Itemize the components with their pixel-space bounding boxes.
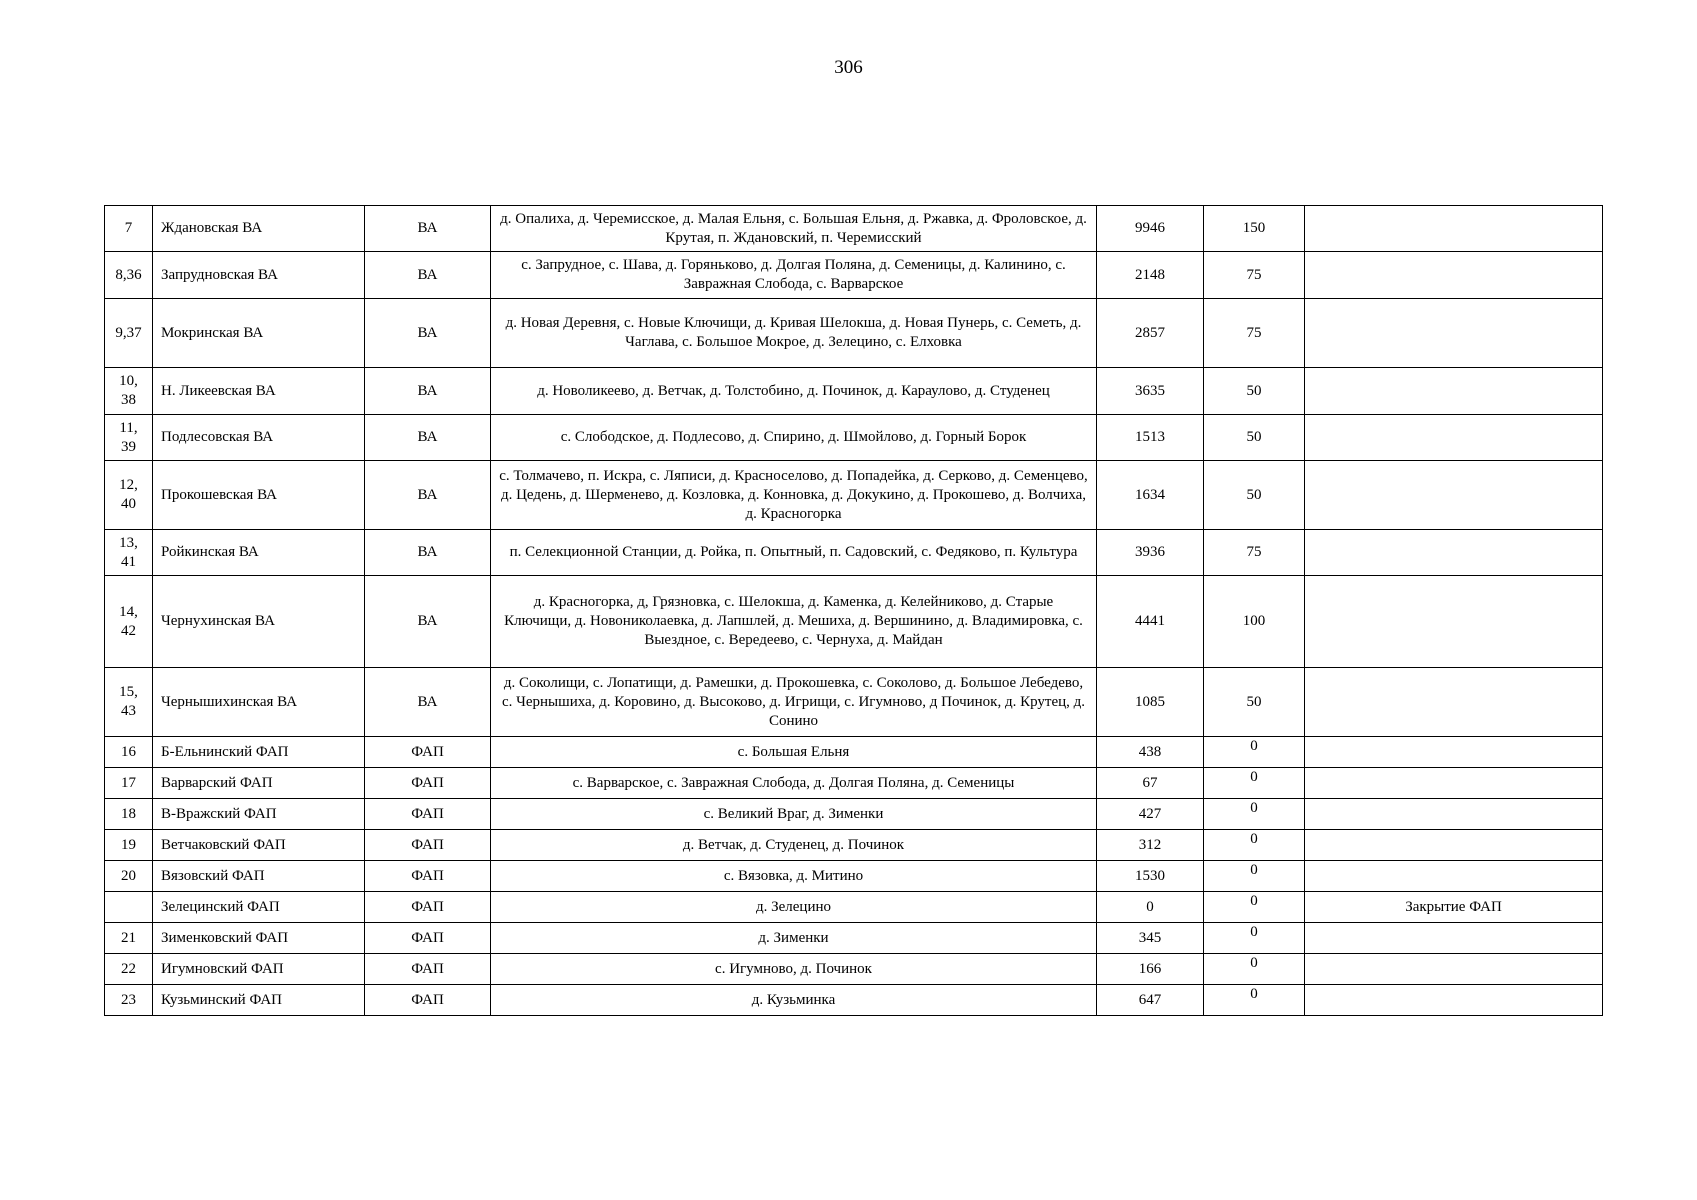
row-number: 20 [105, 861, 153, 892]
row-number: 14, 42 [105, 576, 153, 668]
facility-type: ВА [365, 668, 491, 737]
note-cell [1305, 461, 1603, 530]
population-value: 1513 [1097, 415, 1204, 461]
facility-type: ВА [365, 206, 491, 252]
row-number: 8,36 [105, 252, 153, 299]
capacity-value: 75 [1204, 252, 1305, 299]
served-settlements: д. Зименки [491, 923, 1097, 954]
table-row [105, 861, 1603, 892]
table-row [105, 368, 1603, 415]
capacity-value: 0 [1204, 985, 1305, 1016]
facility-name: Вязовский ФАП [153, 861, 365, 892]
served-settlements: д. Опалиха, д. Черемисское, д. Малая Ельня, с. Большая Ельня, д. Ржавка, д. Фроловское, д. Крутая, п. Ждановский, п. Черемисский [491, 206, 1097, 252]
facilities-table [104, 205, 1603, 1016]
served-settlements: д. Ветчак, д. Студенец, д. Починок [491, 830, 1097, 861]
table-row [105, 923, 1603, 954]
facility-name: Прокошевская ВА [153, 461, 365, 530]
capacity-value: 100 [1204, 576, 1305, 668]
note-cell [1305, 368, 1603, 415]
capacity-value: 50 [1204, 415, 1305, 461]
population-value: 0 [1097, 892, 1204, 923]
population-value: 1085 [1097, 668, 1204, 737]
note-cell [1305, 576, 1603, 668]
population-value: 9946 [1097, 206, 1204, 252]
population-value: 1530 [1097, 861, 1204, 892]
table-row [105, 799, 1603, 830]
population-value: 312 [1097, 830, 1204, 861]
note-cell [1305, 861, 1603, 892]
note-cell [1305, 830, 1603, 861]
note-cell [1305, 252, 1603, 299]
table-row [105, 206, 1603, 252]
served-settlements: д. Новоликеево, д. Ветчак, д. Толстобино, д. Починок, д. Караулово, д. Студенец [491, 368, 1097, 415]
capacity-value: 75 [1204, 530, 1305, 576]
served-settlements: д. Кузьминка [491, 985, 1097, 1016]
table-row [105, 576, 1603, 668]
row-number: 23 [105, 985, 153, 1016]
facility-type: ФАП [365, 799, 491, 830]
note-cell [1305, 206, 1603, 252]
facility-name: Мокринская ВА [153, 299, 365, 368]
table-row [105, 954, 1603, 985]
note-cell [1305, 923, 1603, 954]
table-row [105, 830, 1603, 861]
facility-type: ВА [365, 576, 491, 668]
facility-name: Ждановская ВА [153, 206, 365, 252]
capacity-value: 75 [1204, 299, 1305, 368]
facility-type: ФАП [365, 830, 491, 861]
population-value: 166 [1097, 954, 1204, 985]
row-number: 9,37 [105, 299, 153, 368]
facility-name: Зименковский ФАП [153, 923, 365, 954]
population-value: 3936 [1097, 530, 1204, 576]
facility-type: ВА [365, 252, 491, 299]
served-settlements: д. Красногорка, д, Грязновка, с. Шелокша, д. Каменка, д. Келейниково, д. Старые Ключищи, д. Новониколаевка, д. Лапшлей, д. Мешиха, д. Вершинино, д. Владимировка, с. Выездное, с. Вередеево, с. Чернуха, д. Майдан [491, 576, 1097, 668]
facility-type: ВА [365, 530, 491, 576]
served-settlements: с. Большая Ельня [491, 737, 1097, 768]
page-number: 306 [834, 57, 863, 78]
facility-name: В-Вражский ФАП [153, 799, 365, 830]
served-settlements: с. Вязовка, д. Митино [491, 861, 1097, 892]
facility-name: Ветчаковский ФАП [153, 830, 365, 861]
note-cell [1305, 530, 1603, 576]
capacity-value: 0 [1204, 830, 1305, 861]
facility-type: ФАП [365, 892, 491, 923]
table-row [105, 299, 1603, 368]
population-value: 438 [1097, 737, 1204, 768]
facility-type: ВА [365, 368, 491, 415]
row-number: 21 [105, 923, 153, 954]
row-number: 22 [105, 954, 153, 985]
population-value: 1634 [1097, 461, 1204, 530]
table-row [105, 668, 1603, 737]
note-cell: Закрытие ФАП [1305, 892, 1603, 923]
facility-type: ФАП [365, 737, 491, 768]
served-settlements: с. Запрудное, с. Шава, д. Горяньково, д. Долгая Поляна, д. Семеницы, д. Калинино, с. Завражная Слобода, с. Варварское [491, 252, 1097, 299]
facility-type: ФАП [365, 923, 491, 954]
table-row [105, 985, 1603, 1016]
facility-name: Подлесовская ВА [153, 415, 365, 461]
row-number: 7 [105, 206, 153, 252]
facility-name: Н. Ликеевская ВА [153, 368, 365, 415]
facility-name: Ройкинская ВА [153, 530, 365, 576]
note-cell [1305, 737, 1603, 768]
row-number [105, 892, 153, 923]
facility-type: ФАП [365, 985, 491, 1016]
capacity-value: 150 [1204, 206, 1305, 252]
capacity-value: 0 [1204, 737, 1305, 768]
facility-type: ФАП [365, 861, 491, 892]
note-cell [1305, 415, 1603, 461]
capacity-value: 0 [1204, 954, 1305, 985]
served-settlements: с. Варварское, с. Завражная Слобода, д. Долгая Поляна, д. Семеницы [491, 768, 1097, 799]
capacity-value: 0 [1204, 799, 1305, 830]
table-row [105, 461, 1603, 530]
population-value: 67 [1097, 768, 1204, 799]
facility-name: Варварский ФАП [153, 768, 365, 799]
table-row [105, 892, 1603, 923]
capacity-value: 50 [1204, 668, 1305, 737]
facility-type: ФАП [365, 954, 491, 985]
facility-name: Зелецинский ФАП [153, 892, 365, 923]
table-row [105, 530, 1603, 576]
row-number: 17 [105, 768, 153, 799]
population-value: 647 [1097, 985, 1204, 1016]
facility-name: Чернышихинская ВА [153, 668, 365, 737]
capacity-value: 50 [1204, 368, 1305, 415]
capacity-value: 50 [1204, 461, 1305, 530]
served-settlements: д. Новая Деревня, с. Новые Ключищи, д. Кривая Шелокша, д. Новая Пунерь, с. Семеть, д. Чаглава, с. Большое Мокрое, д. Зелецино, с. Елховка [491, 299, 1097, 368]
note-cell [1305, 768, 1603, 799]
facility-name: Чернухинская ВА [153, 576, 365, 668]
note-cell [1305, 954, 1603, 985]
row-number: 13, 41 [105, 530, 153, 576]
facility-type: ВА [365, 415, 491, 461]
table-row [105, 768, 1603, 799]
served-settlements: д. Соколищи, с. Лопатищи, д. Рамешки, д. Прокошевка, с. Соколово, д. Большое Лебедево, с. Чернышиха, д. Коровино, д. Высоково, д. Игрищи, с. Игумново, д Починок, д. Крутец, д. Сонино [491, 668, 1097, 737]
population-value: 2148 [1097, 252, 1204, 299]
served-settlements: с. Толмачево, п. Искра, с. Ляписи, д. Красноселово, д. Попадейка, д. Серково, д. Семенцево, д. Цедень, д. Шерменево, д. Козловка, д. Конновка, д. Докукино, д. Прокошево, д. Волчиха, д. Красногорка [491, 461, 1097, 530]
facility-name: Б-Ельнинский ФАП [153, 737, 365, 768]
capacity-value: 0 [1204, 861, 1305, 892]
served-settlements: с. Игумново, д. Починок [491, 954, 1097, 985]
facility-type: ФАП [365, 768, 491, 799]
served-settlements: п. Селекционной Станции, д. Ройка, п. Опытный, п. Садовский, с. Федяково, п. Культура [491, 530, 1097, 576]
row-number: 18 [105, 799, 153, 830]
facility-type: ВА [365, 299, 491, 368]
capacity-value: 0 [1204, 892, 1305, 923]
row-number: 10, 38 [105, 368, 153, 415]
row-number: 12, 40 [105, 461, 153, 530]
facility-name: Игумновский ФАП [153, 954, 365, 985]
population-value: 3635 [1097, 368, 1204, 415]
row-number: 15, 43 [105, 668, 153, 737]
facility-type: ВА [365, 461, 491, 530]
table-row [105, 737, 1603, 768]
note-cell [1305, 299, 1603, 368]
capacity-value: 0 [1204, 768, 1305, 799]
row-number: 19 [105, 830, 153, 861]
table-body [105, 206, 1603, 1016]
facility-name: Запрудновская ВА [153, 252, 365, 299]
population-value: 345 [1097, 923, 1204, 954]
table-row [105, 415, 1603, 461]
facility-name: Кузьминский ФАП [153, 985, 365, 1016]
served-settlements: с. Великий Враг, д. Зименки [491, 799, 1097, 830]
served-settlements: д. Зелецино [491, 892, 1097, 923]
row-number: 16 [105, 737, 153, 768]
population-value: 4441 [1097, 576, 1204, 668]
row-number: 11, 39 [105, 415, 153, 461]
capacity-value: 0 [1204, 923, 1305, 954]
served-settlements: с. Слободское, д. Подлесово, д. Спирино, д. Шмойлово, д. Горный Борок [491, 415, 1097, 461]
note-cell [1305, 799, 1603, 830]
population-value: 427 [1097, 799, 1204, 830]
note-cell [1305, 985, 1603, 1016]
population-value: 2857 [1097, 299, 1204, 368]
table-row [105, 252, 1603, 299]
note-cell [1305, 668, 1603, 737]
